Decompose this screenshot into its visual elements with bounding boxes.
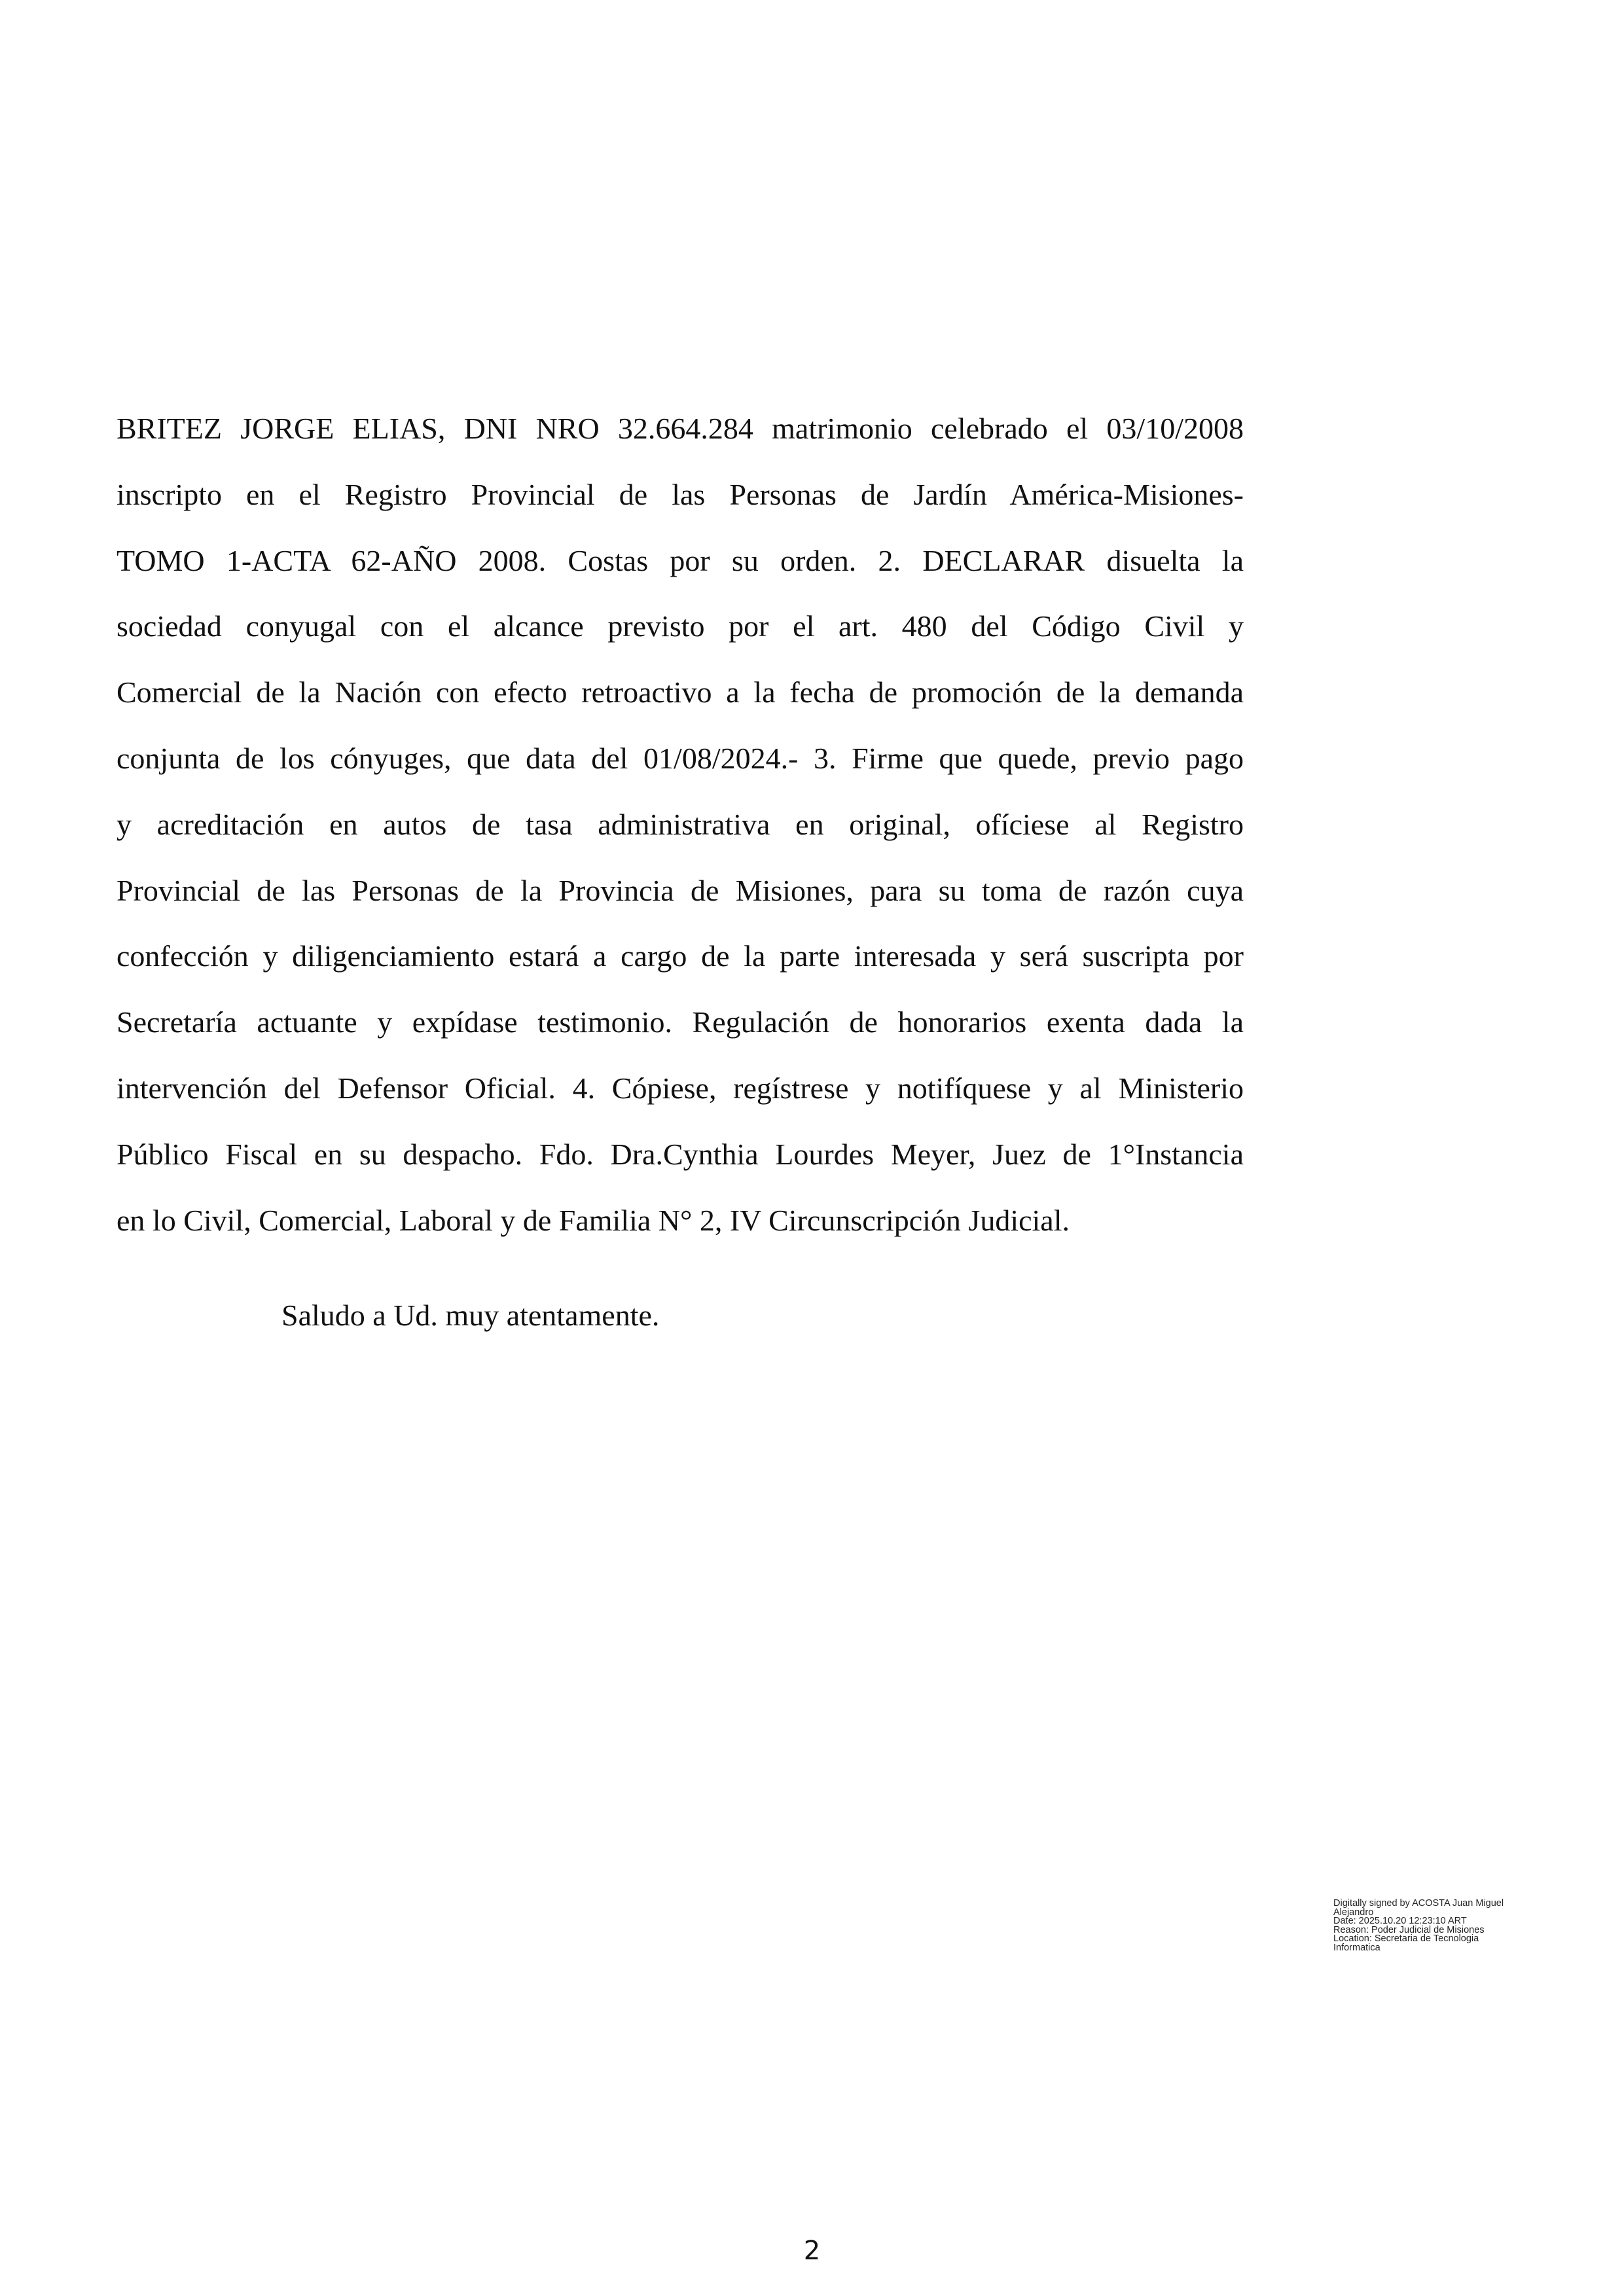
body-line: y acreditación en autos de tasa administrativa en original, ofíciese al Registro <box>117 807 1244 841</box>
signature-line: Informatica <box>1333 1942 1380 1953</box>
digital-signature-block <box>1333 1899 1549 1953</box>
body-line: TOMO 1-ACTA 62-AÑO 2008. Costas por su orden. 2. DECLARAR disuelta la <box>117 543 1244 577</box>
body-line: conjunta de los cónyuges, que data del 01/08/2024.- 3. Firme que quede, previo pago <box>117 741 1244 775</box>
body-line: confección y diligenciamiento estará a cargo de la parte interesada y será suscripta por <box>117 939 1244 973</box>
body-line: inscripto en el Registro Provincial de las Personas de Jardín América-Misiones- <box>117 477 1244 511</box>
signature-line: Date: 2025.10.20 12:23:10 ART <box>1333 1916 1467 1927</box>
body-line: intervención del Defensor Oficial. 4. Cópiese, regístrese y notifíquese y al Ministerio <box>117 1071 1244 1105</box>
body-line: Provincial de las Personas de la Provincia de Misiones, para su toma de razón cuya <box>117 873 1244 907</box>
signature-line: Alejandro <box>1333 1907 1374 1918</box>
body-line: Público Fiscal en su despacho. Fdo. Dra.Cynthia Lourdes Meyer, Juez de 1°Instancia <box>117 1137 1244 1171</box>
signature-line: Digitally signed by ACOSTA Juan Miguel <box>1333 1898 1504 1909</box>
body-line: sociedad conyugal con el alcance previsto por el art. 480 del Código Civil y <box>117 609 1244 643</box>
page-number: 2 <box>803 2236 821 2266</box>
body-line: Comercial de la Nación con efecto retroactivo a la fecha de promoción de la demanda <box>117 675 1244 709</box>
signature-line: Reason: Poder Judicial de Misiones <box>1333 1924 1485 1935</box>
body-line: BRITEZ JORGE ELIAS, DNI NRO 32.664.284 matrimonio celebrado el 03/10/2008 <box>117 412 1244 445</box>
body-line: Secretaría actuante y expídase testimonio. Regulación de honorarios exenta dada la <box>117 1005 1244 1039</box>
closing-salutation: Saludo a Ud. muy atentamente. <box>281 1299 660 1332</box>
resolution-body-text <box>117 396 1244 1253</box>
signature-line: Location: Secretaria de Tecnologia <box>1333 1933 1479 1945</box>
body-line: en lo Civil, Comercial, Laboral y de Familia N° 2, IV Circunscripción Judicial. <box>117 1203 1070 1237</box>
